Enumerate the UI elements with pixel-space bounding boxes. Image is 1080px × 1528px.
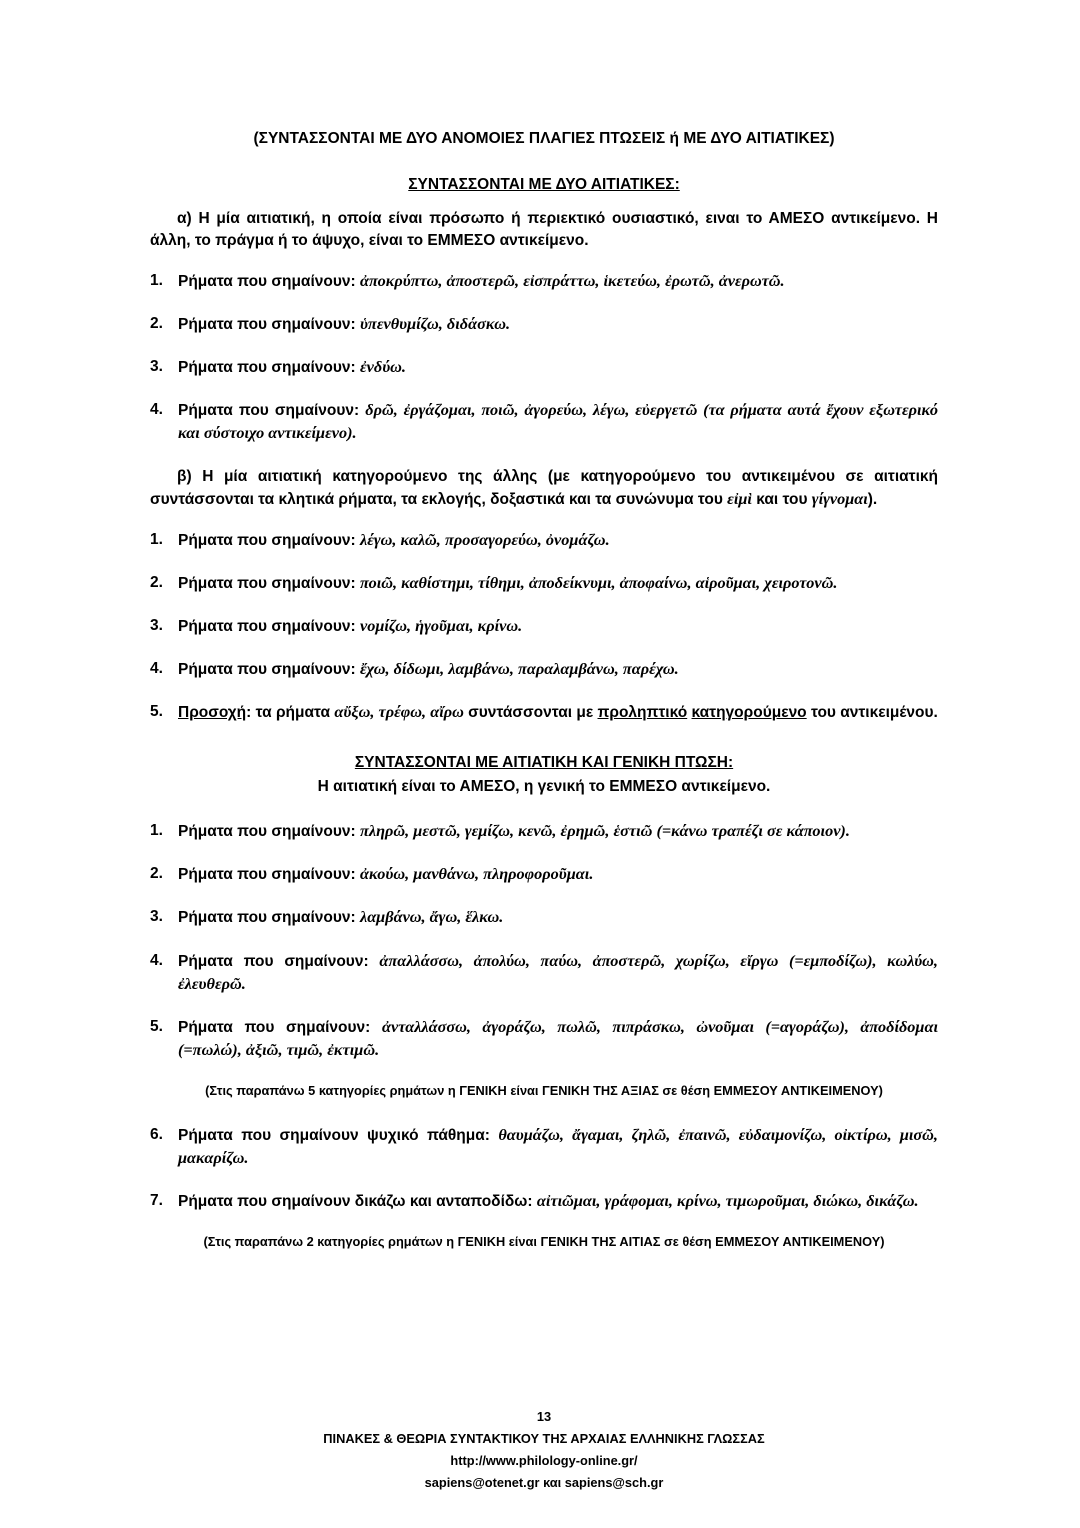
text-segment: ὑπενθυμίζω, διδάσκω. (359, 315, 511, 334)
list-item-text (178, 615, 938, 638)
text-segment: Ρήματα που σημαίνουν: (178, 1018, 382, 1036)
list-acc-gen-psych-judicial (150, 1124, 938, 1233)
list-item-number: 5. (150, 1017, 163, 1035)
list-item-number: 1. (150, 272, 163, 289)
list-item (150, 906, 938, 929)
list-acc-gen (150, 820, 938, 1082)
list-item (150, 313, 938, 336)
page-number: 13 (536, 1409, 552, 1424)
text-segment: γίγνομαι (811, 489, 868, 508)
text-segment: ἔχω, δίδωμι, λαμβάνω, παραλαμβάνω, παρέχω. (359, 659, 679, 678)
text-segment: κατηγορούμενο (691, 704, 807, 722)
list-item (150, 356, 938, 379)
text-segment: Ρήματα που σημαίνουν: (178, 316, 360, 334)
list-item-text (178, 1016, 938, 1062)
note-genitive-of-cause: (Στις παραπάνω 2 κατηγορίες ρημάτων η ΓΕΝΙΚΗ είναι ΓΕΝΙΚΗ ΤΗΣ ΑΙΤΙΑΣ σε θέση ΕΜΜΕΣΟΥ ΑΝΤΙΚΕΙΜΕΝΟΥ) (203, 1234, 885, 1250)
list-item-number: 3. (150, 616, 163, 634)
list-item (150, 820, 938, 843)
list-item-text (178, 399, 938, 445)
text-segment: Ρήματα που σημαίνουν: (178, 823, 360, 841)
text-segment: δρῶ, ἐργάζομαι, ποιῶ, ἀγορεύω, λέγω, εὐεργετῶ (τα ρήματα αυτά ἔχουν εξωτερικό και σύστοιχο αντικείμενο). (178, 401, 938, 443)
paragraph-beta (150, 466, 938, 511)
list-item (150, 270, 938, 293)
footer-title: ΠΙΝΑΚΕΣ & ΘΕΩΡΙΑ ΣΥΝΤΑΚΤΙΚΟΥ ΤΗΣ ΑΡΧΑΙΑΣ ΕΛΛΗΝΙΚΗΣ ΓΛΩΣΣΑΣ (323, 1431, 765, 1446)
list-item (150, 1190, 938, 1213)
page-footer (150, 1406, 938, 1494)
page-title: (ΣΥΝΤΑΣΣΟΝΤΑΙ ΜΕ ΔΥΟ ΑΝΟΜΟΙΕΣ ΠΛΑΓΙΕΣ ΠΤΩΣΕΙΣ ή ΜΕ ΔΥΟ ΑΙΤΙΑΤΙΚΕΣ) (253, 130, 835, 147)
list-item-text (178, 270, 938, 293)
section-acc-gen-subheading: Η αιτιατική είναι το ΑΜΕΣΟ, η γενική το ΕΜΜΕΣΟ αντικείμενο. (317, 778, 771, 796)
text-segment: Ρήματα που σημαίνουν: (178, 952, 380, 970)
text-segment: Ρήματα που σημαίνουν: (178, 531, 360, 549)
text-segment: ἀνταλλάσσω, ἀγοράζω, πωλῶ, πιπράσκω, ὠνοῦμαι (=αγοράζω), ἀποδίδομαι (=πωλώ), ἀξιῶ, τιμῶ, ἐκτιμῶ. (178, 1017, 938, 1059)
text-segment: Ρήματα που σημαίνουν: (178, 909, 360, 927)
text-segment: Ρήματα που σημαίνουν: (178, 574, 360, 592)
list-item-text (178, 529, 938, 552)
list-item-text (178, 863, 938, 886)
footer-url-link[interactable]: http://www.philology-online.gr/ (450, 1453, 638, 1468)
list-item-text (178, 1190, 938, 1213)
text-segment: λέγω, καλῶ, προσαγορεύω, ὀνομάζω. (359, 530, 610, 549)
text-segment: Ρήματα που σημαίνουν δικάζω και ανταποδίδω: (178, 1193, 537, 1211)
list-item-text (178, 820, 938, 843)
list-item-number: 6. (150, 1126, 163, 1144)
text-segment: β) Η μία αιτιατική κατηγορούμενο της άλλης (με κατηγορούμενο του αντικειμένου σε αιτιατική συντάσσονται τα κλητικά ρήματα, τα εκλογής, δοξαστικά και τα συνώνυμα του (150, 467, 938, 508)
text-segment: Ρήματα που σημαίνουν ψυχικό πάθημα: (178, 1127, 499, 1145)
list-item-text (178, 658, 938, 681)
list-item (150, 1016, 938, 1062)
list-item-number: 1. (150, 822, 163, 840)
list-item-text (178, 1124, 938, 1170)
list-item-number: 3. (150, 358, 163, 376)
text-segment: θαυμάζω, ἄγαμαι, ζηλῶ, ἐπαινῶ, εὐδαιμονίζω, οἰκτίρω, μισῶ, μακαρίζω. (178, 1126, 938, 1168)
text-segment: αἰτιῶμαι, γράφομαι, κρίνω, τιμωροῦμαι, διώκω, δικάζω. (536, 1192, 919, 1211)
list-item (150, 1124, 938, 1170)
list-item-number: 2. (150, 865, 163, 883)
list-two-accusatives-a (150, 270, 938, 466)
list-item-number: 5. (150, 703, 163, 721)
text-segment: εἰμὶ (727, 489, 752, 508)
list-item-text (178, 572, 938, 595)
text-segment: ). (867, 490, 878, 508)
section-two-accusatives-heading: ΣΥΝΤΑΣΣΟΝΤΑΙ ΜΕ ΔΥΟ ΑΙΤΙΑΤΙΚΕΣ: (408, 176, 680, 193)
text-segment: ποιῶ, καθίστημι, τίθημι, ἀποδείκνυμι, ἀποφαίνω, αἱροῦμαι, χειροτονῶ. (359, 573, 838, 592)
text-segment: προληπτικό (597, 704, 688, 722)
text-segment: Ρήματα που σημαίνουν: (178, 660, 360, 678)
list-item (150, 658, 938, 681)
text-segment: : τα ρήματα (246, 704, 335, 722)
text-segment: πληρῶ, μεστῶ, γεμίζω, κενῶ, ἐρημῶ, ἑστιῶ (=κάνω τραπέζι σε κάποιον). (359, 822, 850, 841)
list-item-number: 4. (150, 951, 163, 969)
list-item-number: 7. (150, 1192, 163, 1210)
list-item-number: 1. (150, 530, 163, 548)
text-segment: ἀποκρύπτω, ἀποστερῶ, εἰσπράττω, ἱκετεύω, ἐρωτῶ, ἀνερωτῶ. (359, 272, 785, 290)
list-item-text (178, 701, 938, 724)
list-item (150, 572, 938, 595)
list-item (150, 950, 938, 996)
list-item-number: 2. (150, 573, 163, 591)
text-segment: ἐνδύω. (359, 358, 406, 377)
list-item (150, 399, 938, 445)
section-acc-gen-heading: ΣΥΝΤΑΣΣΟΝΤΑΙ ΜΕ ΑΙΤΙΑΤΙΚΗ ΚΑΙ ΓΕΝΙΚΗ ΠΤΩΣΗ: (354, 754, 734, 772)
list-item-number: 3. (150, 908, 163, 926)
list-item-text (178, 950, 938, 996)
text-segment: του αντικειμένου. (806, 704, 938, 722)
text-segment: Ρήματα που σημαίνουν: (178, 359, 360, 377)
text-segment: νομίζω, ἡγοῦμαι, κρίνω. (359, 616, 523, 635)
text-segment: Ρήματα που σημαίνουν: (178, 273, 360, 290)
list-item (150, 863, 938, 886)
list-item-text (178, 356, 938, 379)
list-item-text (178, 313, 938, 336)
text-segment: Ρήματα που σημαίνουν: (178, 402, 366, 420)
footer-emails: sapiens@otenet.gr και sapiens@sch.gr (424, 1475, 664, 1490)
list-item-number: 2. (150, 315, 163, 333)
list-item (150, 701, 938, 724)
list-item (150, 529, 938, 552)
note-genitive-of-value: (Στις παραπάνω 5 κατηγορίες ρημάτων η ΓΕΝΙΚΗ είναι ΓΕΝΙΚΗ ΤΗΣ ΑΞΙΑΣ σε θέση ΕΜΜΕΣΟΥ ΑΝΤΙΚΕΙΜΕΝΟΥ) (205, 1082, 883, 1098)
list-item-text (178, 906, 938, 929)
text-segment: συντάσσονται με (463, 704, 598, 722)
list-two-accusatives-b (150, 529, 938, 745)
paragraph-alpha (150, 208, 938, 252)
text-segment: ἀπαλλάσσω, ἀπολύω, παύω, ἀποστερῶ, χωρίζω, εἴργω (=εμποδίζω), κωλύω, ἐλευθερῶ. (178, 951, 938, 993)
list-item-number: 4. (150, 401, 163, 419)
text-segment: Προσοχή (178, 704, 247, 722)
text-segment: λαμβάνω, ἄγω, ἕλκω. (359, 908, 504, 927)
text-segment: αὔξω, τρέφω, αἴρω (334, 703, 464, 722)
list-item (150, 615, 938, 638)
text-segment: Ρήματα που σημαίνουν: (178, 866, 360, 884)
text-segment: Ρήματα που σημαίνουν: (178, 617, 360, 635)
text-segment: και του (751, 490, 812, 508)
list-item-number: 4. (150, 659, 163, 677)
text-segment: ἀκούω, μανθάνω, πληροφοροῦμαι. (359, 865, 594, 884)
text-segment: α) Η μία αιτιατική, η οποία είναι πρόσωπο ή περιεκτικό ουσιαστικό, ειναι το ΑΜΕΣΟ αντικείμενο. Η άλλη, το πράγμα ή το άψυχο, είναι το ΕΜΜΕΣΟ αντικείμενο. (150, 210, 938, 249)
